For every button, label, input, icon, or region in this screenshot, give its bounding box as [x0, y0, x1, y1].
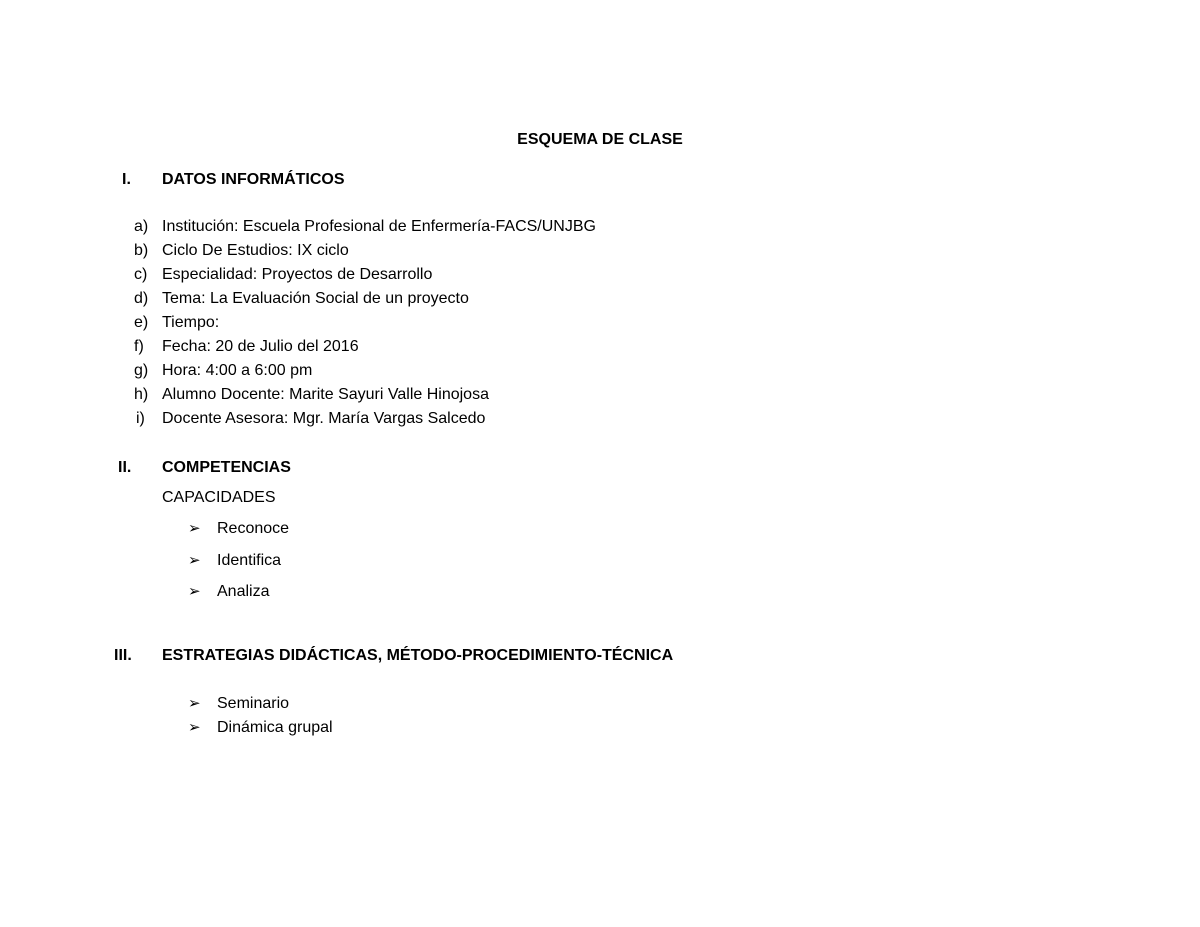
list-item-text: Fecha: 20 de Julio del 2016 [162, 338, 359, 355]
arrow-bullet-icon: ➢ [188, 583, 201, 600]
list-marker: e) [134, 314, 149, 331]
list-item [0, 335, 900, 359]
estrategias-list [0, 694, 900, 742]
list-marker: f) [134, 338, 144, 355]
list-item [0, 215, 900, 239]
list-item [0, 407, 900, 431]
list-marker: i) [136, 410, 145, 427]
section-title: ESTRATEGIAS DIDÁCTICAS, MÉTODO-PROCEDIMIENTO-TÉCNICA [162, 647, 674, 664]
list-item-text: Docente Asesora: Mgr. María Vargas Salcedo [162, 410, 486, 427]
section-title: COMPETENCIAS [162, 459, 291, 476]
list-item-text: Dinámica grupal [217, 719, 333, 736]
list-item [0, 359, 900, 383]
list-item-text: Reconoce [217, 520, 290, 537]
list-marker: b) [134, 242, 149, 259]
list-item-text: Institución: Escuela Profesional de Enfermería-FACS/UNJBG [162, 218, 596, 235]
section-numeral: I. [122, 171, 131, 188]
datos-list [0, 215, 900, 431]
section-numeral: III. [114, 647, 132, 664]
list-item [0, 519, 900, 551]
list-item-text: Analiza [217, 583, 270, 600]
list-marker: a) [134, 218, 149, 235]
list-item [0, 718, 900, 742]
page-title: ESQUEMA DE CLASE [517, 131, 683, 148]
section-title: DATOS INFORMÁTICOS [162, 171, 345, 188]
list-item [0, 383, 900, 407]
capacidades-label: CAPACIDADES [162, 489, 276, 506]
list-item-text: Alumno Docente: Marite Sayuri Valle Hinojosa [162, 386, 489, 403]
capacidades-list [0, 519, 900, 614]
section-numeral: II. [118, 459, 132, 476]
list-marker: g) [134, 362, 149, 379]
list-item-text: Identifica [217, 552, 282, 569]
list-marker: d) [134, 290, 149, 307]
arrow-bullet-icon: ➢ [188, 552, 201, 569]
list-item [0, 551, 900, 582]
list-marker: h) [134, 386, 149, 403]
list-item-text: Tiempo: [162, 314, 220, 331]
list-item-text: Tema: La Evaluación Social de un proyecto [162, 290, 469, 307]
list-item [0, 263, 900, 287]
list-item-text: Ciclo De Estudios: IX ciclo [162, 242, 349, 259]
list-item-text: Especialidad: Proyectos de Desarrollo [162, 266, 433, 283]
list-item [0, 287, 900, 311]
list-item [0, 694, 900, 718]
arrow-bullet-icon: ➢ [188, 695, 201, 712]
list-item [0, 239, 900, 263]
list-item-text: Hora: 4:00 a 6:00 pm [162, 362, 313, 379]
list-item [0, 582, 900, 614]
arrow-bullet-icon: ➢ [188, 520, 201, 537]
list-item [0, 311, 900, 335]
list-item-text: Seminario [217, 695, 290, 712]
arrow-bullet-icon: ➢ [188, 719, 201, 736]
list-marker: c) [134, 266, 148, 283]
